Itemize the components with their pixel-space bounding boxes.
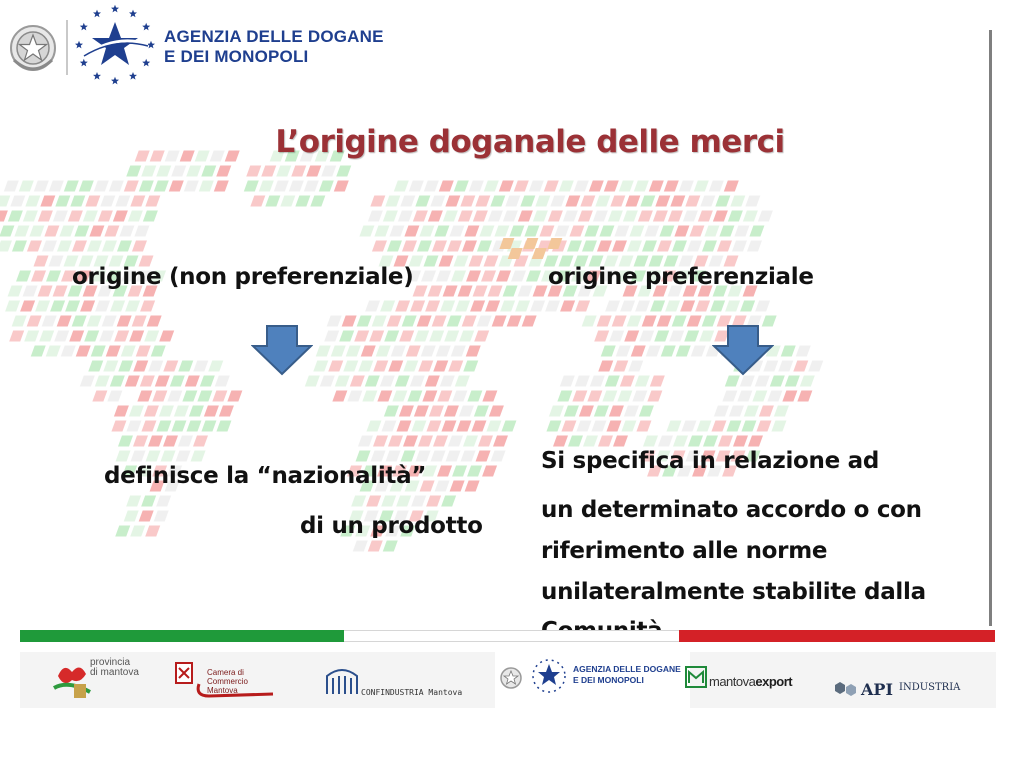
italian-republic-emblem-icon	[8, 20, 58, 76]
confindustria-label: CONFINDUSTRIA Mantova	[361, 688, 463, 697]
mantova-label-b: export	[755, 674, 793, 689]
stripe-white	[344, 630, 679, 642]
stripe-green	[20, 630, 344, 642]
left-heading: origine (non preferenziale)	[72, 264, 414, 290]
footer-logo-bar	[20, 652, 996, 708]
api-industria-label: INDUSTRIA	[899, 682, 961, 693]
provincia-line1: provincia	[90, 657, 131, 668]
provincia-mantova-logo	[50, 652, 160, 708]
mantova-mark-icon	[685, 666, 707, 688]
camera-mark-icon	[175, 662, 193, 684]
confindustria-mark-icon	[325, 666, 359, 696]
agency-footer-line2: E DEI MONOPOLI	[573, 675, 644, 685]
right-edge-rule	[989, 30, 992, 626]
down-arrow-icon	[712, 324, 774, 376]
camera-commercio-logo	[175, 652, 285, 708]
italian-republic-emblem-icon	[499, 664, 523, 692]
right-text-line4: unilateralmente stabilite dalla	[541, 579, 926, 605]
left-text-line2: di un prodotto	[300, 513, 483, 539]
mantova-label-a: mantova	[709, 674, 756, 689]
api-industria-logo	[835, 652, 985, 708]
agency-footer-line1: AGENZIA DELLE DOGANE	[573, 664, 681, 674]
right-text-line3: riferimento alle norme	[541, 538, 828, 564]
camera-label: Camera di Commercio Mantova	[207, 668, 248, 695]
api-mark-icon	[835, 680, 857, 698]
api-label: API	[861, 680, 893, 699]
mantova-export-logo	[685, 652, 795, 708]
provincia-line2: di mantova	[90, 667, 139, 678]
slide-title: L’origine doganale delle merci	[275, 124, 785, 160]
provincia-mark-icon	[50, 658, 94, 702]
header-divider	[66, 20, 68, 75]
star-circle-logo-icon	[529, 656, 569, 696]
star-circle-logo-icon	[74, 4, 156, 86]
right-text-line2: un determinato accordo o con	[541, 497, 922, 523]
org-name-line1: AGENZIA DELLE DOGANE	[164, 27, 384, 46]
right-heading: origine preferenziale	[548, 264, 814, 290]
right-text-line1: Si specifica in relazione ad	[541, 448, 880, 474]
stripe-red	[679, 630, 995, 642]
camera-swoosh-icon	[195, 682, 275, 698]
agenzia-footer-logo	[495, 652, 690, 708]
org-name-line2: E DEI MONOPOLI	[164, 47, 309, 66]
org-name	[164, 27, 384, 67]
confindustria-logo	[325, 652, 485, 708]
left-text-line1: definisce la “nazionalità”	[104, 463, 427, 489]
down-arrow-icon	[251, 324, 313, 376]
